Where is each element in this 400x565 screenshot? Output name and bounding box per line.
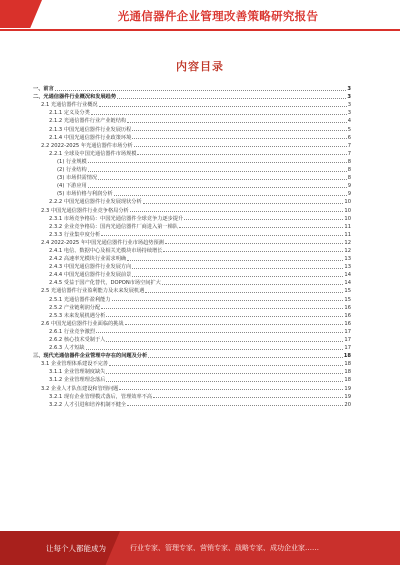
toc-page-number: 19: [344, 385, 351, 392]
toc-entry-text: 2.1.2 光通信器件行业产业链结构: [49, 118, 127, 125]
toc-leader-dots: [106, 373, 343, 374]
toc-entry-text: 2.3.1 市场竞争格局：中国光通信器件全球竞争力逐步提升: [49, 215, 184, 222]
toc-entry[interactable]: [33, 141, 351, 149]
toc-entry-text: 2.6 中国光通信器件行业面临的挑战: [41, 320, 124, 327]
toc-entry[interactable]: [33, 230, 351, 238]
toc-page-number: 3: [347, 102, 351, 109]
footer-slogan: 让每个人都能成为: [46, 544, 106, 553]
toc-entry-text: 3.2.1 现有企业管理模式落后，管理效率不高: [49, 393, 153, 400]
toc-page-number: 7: [347, 142, 351, 149]
toc-entry[interactable]: [33, 294, 351, 302]
toc-page-number: 16: [344, 312, 351, 319]
toc-leader-dots: [109, 365, 343, 366]
toc-entry-text: (5) 市场价格与利润分析: [57, 191, 113, 198]
toc-leader-dots: [153, 397, 343, 398]
toc-page-number: 16: [344, 320, 351, 327]
toc-entry[interactable]: [33, 400, 351, 408]
toc-leader-dots: [148, 357, 343, 358]
toc-entry[interactable]: [33, 222, 351, 230]
toc-leader-dots: [132, 138, 346, 139]
toc-entry-text: 2.5 光通信器件行业盈利能力及未来发展机遇: [41, 288, 145, 295]
toc-page-number: 15: [344, 288, 351, 295]
header-divider: [0, 29, 400, 31]
toc-entry-text: 2.4.1 电信、数据中心及相关光模块市场持续增长: [49, 247, 163, 254]
toc-page-number: 12: [344, 239, 351, 246]
toc-leader-dots: [117, 98, 346, 99]
toc-leader-dots: [86, 349, 344, 350]
toc-entry-text: 2.4.5 受益于国产化替代，DOPON市场空间扩大: [49, 280, 161, 287]
toc-entry-text: 2.1.3 中国光通信器件行业发展历程: [49, 126, 132, 133]
toc-entry[interactable]: [33, 189, 351, 197]
toc-leader-dots: [106, 316, 343, 317]
toc-entry[interactable]: [33, 181, 351, 189]
toc-entry[interactable]: [33, 246, 351, 254]
toc-entry[interactable]: [33, 254, 351, 262]
toc-page-number: 4: [347, 118, 351, 125]
toc-entry[interactable]: [33, 124, 351, 132]
toc-leader-dots: [96, 332, 343, 333]
toc-entry-text: (1) 行业规模: [57, 158, 87, 165]
toc-page-number: 10: [344, 199, 351, 206]
toc-leader-dots: [98, 179, 347, 180]
toc-entry-text: 2.4.2 高速率光模块行业需求明确: [49, 256, 127, 263]
toc-entry[interactable]: [33, 262, 351, 270]
toc-page-number: 17: [344, 328, 351, 335]
toc-leader-dots: [101, 235, 343, 236]
toc-page-number: 3: [347, 94, 351, 101]
toc-entry[interactable]: [33, 278, 351, 286]
toc-leader-dots: [179, 227, 343, 228]
document-header-title: 光通信器件企业管理改善策略研究报告: [117, 9, 319, 23]
toc-entry[interactable]: [33, 383, 351, 391]
toc-leader-dots: [106, 381, 343, 382]
toc-page-number: 10: [344, 215, 351, 222]
toc-entry[interactable]: [33, 311, 351, 319]
toc-entry-text: (3) 市场供需情况: [57, 175, 98, 182]
toc-leader-dots: [101, 308, 343, 309]
toc-page-number: 16: [344, 304, 351, 311]
toc-entry-text: 2.5.1 光通信器件盈利能力: [49, 296, 111, 303]
toc-entry[interactable]: [33, 108, 351, 116]
toc-leader-dots: [162, 284, 344, 285]
toc-page-number: 8: [347, 175, 351, 182]
toc-entry-text: 3.1.1 企业管理制度缺失: [49, 369, 106, 376]
toc-entry[interactable]: [33, 116, 351, 124]
toc-entry[interactable]: [33, 286, 351, 294]
toc-leader-dots: [88, 187, 347, 188]
toc-entry[interactable]: [33, 375, 351, 383]
toc-leader-dots: [132, 268, 343, 269]
toc-leader-dots: [184, 219, 343, 220]
toc-leader-dots: [134, 146, 347, 147]
toc-entry-text: 2.5.3 未来发展机遇分析: [49, 312, 106, 319]
toc-entry-text: 2.4.3 中国光通信器件行业发展方向: [49, 264, 132, 271]
toc-entry[interactable]: [33, 149, 351, 157]
toc-page-number: 5: [347, 126, 351, 133]
toc-entry[interactable]: [33, 100, 351, 108]
toc-leader-dots: [165, 243, 344, 244]
toc-entry-text: 2.2 2022-2025 年光通信器件市场分析: [41, 142, 133, 149]
toc-leader-dots: [99, 106, 347, 107]
toc-entry[interactable]: [33, 359, 351, 367]
toc-entry[interactable]: [33, 157, 351, 165]
toc-page-number: 15: [344, 296, 351, 303]
toc-entry[interactable]: [33, 92, 351, 100]
toc-entry-text: 一、前言: [33, 86, 54, 93]
toc-leader-dots: [88, 171, 347, 172]
toc-entry-text: 3.1 企业管理体系建设不完善: [41, 361, 108, 368]
toc-entry[interactable]: [33, 84, 351, 92]
toc-leader-dots: [119, 389, 343, 390]
table-of-contents: [33, 84, 351, 408]
toc-entry-text: (4) 下游应用: [57, 183, 87, 190]
toc-entry-text: 2.1.1 定义及分类: [49, 110, 90, 117]
toc-entry[interactable]: [33, 392, 351, 400]
toc-leader-dots: [91, 114, 347, 115]
toc-leader-dots: [132, 130, 346, 131]
toc-page-number: 13: [344, 264, 351, 271]
toc-entry[interactable]: [33, 343, 351, 351]
toc-leader-dots: [88, 162, 347, 163]
toc-page-number: 13: [344, 256, 351, 263]
toc-entry-text: 二、光通信器件行业概况和发展趋势: [33, 94, 117, 101]
toc-leader-dots: [114, 195, 347, 196]
toc-page-number: 8: [347, 158, 351, 165]
toc-entry-text: (2) 行业结构: [57, 167, 87, 174]
toc-entry-text: 3.1.2 企业管理理念落后: [49, 377, 106, 384]
toc-leader-dots: [137, 154, 346, 155]
toc-entry[interactable]: [33, 173, 351, 181]
toc-entry[interactable]: [33, 238, 351, 246]
toc-entry-text: 2.6.2 核心技术受制于人: [49, 337, 106, 343]
toc-title: 内容目录: [176, 60, 224, 73]
toc-page-number: 20: [344, 401, 351, 408]
toc-entry[interactable]: [33, 214, 351, 222]
footer-roles: 行业专家、管理专家、营销专家、战略专家、成功企业家……: [130, 544, 319, 552]
toc-leader-dots: [163, 251, 343, 252]
toc-entry[interactable]: [33, 165, 351, 173]
toc-entry-text: 2.3.3 行业集中度分析: [49, 231, 101, 238]
toc-entry[interactable]: [33, 327, 351, 335]
toc-entry-text: 2.2.1 全球及中国光通信器件市场规模: [49, 150, 137, 157]
toc-page-number: 3: [347, 86, 351, 93]
toc-page-number: 9: [347, 191, 351, 198]
toc-page-number: 7: [347, 150, 351, 157]
toc-entry[interactable]: [33, 270, 351, 278]
toc-entry[interactable]: [33, 319, 351, 327]
toc-leader-dots: [125, 324, 344, 325]
toc-leader-dots: [145, 292, 343, 293]
toc-entry-text: 2.6.1 行业竞争激烈: [49, 328, 95, 335]
toc-page-number: 14: [344, 272, 351, 279]
toc-page-number: 3: [347, 110, 351, 117]
toc-entry-text: 2.4.4 中国光通信器件行业发展前景: [49, 272, 132, 279]
toc-page-number: 18: [344, 377, 351, 384]
toc-leader-dots: [127, 405, 343, 406]
toc-page-number: 18: [344, 369, 351, 376]
toc-page-number: 11: [344, 231, 351, 238]
toc-page-number: 10: [344, 207, 351, 214]
toc-entry[interactable]: [33, 367, 351, 375]
toc-leader-dots: [106, 341, 343, 342]
toc-entry-text: 2.6.3 人才短缺: [49, 345, 85, 352]
toc-entry[interactable]: [33, 197, 351, 205]
toc-entry-text: 2.3 中国光通信器件行业竞争格局分析: [41, 207, 129, 214]
toc-leader-dots: [127, 260, 343, 261]
toc-entry[interactable]: [33, 351, 351, 359]
toc-page-number: 18: [343, 353, 351, 360]
toc-entry[interactable]: [33, 303, 351, 311]
toc-leader-dots: [130, 211, 344, 212]
toc-entry-text: 2.5.2 产业链利润分配: [49, 304, 101, 311]
toc-entry[interactable]: [33, 133, 351, 141]
toc-entry-text: 三、现代光通信器件企业管理中存在的问题及分析: [33, 353, 148, 360]
toc-entry-text: 3.2 企业人才队伍建设和管理问题: [41, 385, 119, 392]
toc-page-number: 8: [347, 167, 351, 174]
toc-page-number: 9: [347, 183, 351, 190]
toc-page-number: 17: [344, 345, 351, 352]
toc-entry-text: 2.1 光通信器件行业概况: [41, 102, 98, 109]
toc-entry-text: 2.1.4 中国光通信器件行业政策环境: [49, 134, 132, 141]
toc-page-number: 12: [344, 247, 351, 254]
toc-page-number: 11: [344, 223, 351, 230]
toc-entry-text: 2.2.2 中国光通信器件行业发展现状分析: [49, 199, 142, 206]
toc-leader-dots: [143, 203, 344, 204]
toc-entry-text: 2.3.2 企业竞争格局：国内光通信器件厂商进入第一梯队: [49, 223, 178, 230]
toc-page-number: 18: [344, 361, 351, 368]
toc-leader-dots: [127, 122, 347, 123]
toc-page-number: 6: [347, 134, 351, 141]
toc-entry-text: 3.2.2 人才引进和培养机制不健全: [49, 401, 127, 408]
toc-entry-text: 2.4 2022-2025 年中国光通信器件行业市场趋势预测: [41, 239, 164, 246]
toc-page-number: 14: [344, 280, 351, 287]
toc-leader-dots: [112, 300, 344, 301]
toc-leader-dots: [55, 90, 347, 91]
toc-entry[interactable]: [33, 335, 351, 343]
toc-page-number: 19: [344, 393, 351, 400]
toc-page-number: 17: [344, 337, 351, 343]
toc-leader-dots: [132, 276, 343, 277]
toc-entry[interactable]: [33, 205, 351, 213]
